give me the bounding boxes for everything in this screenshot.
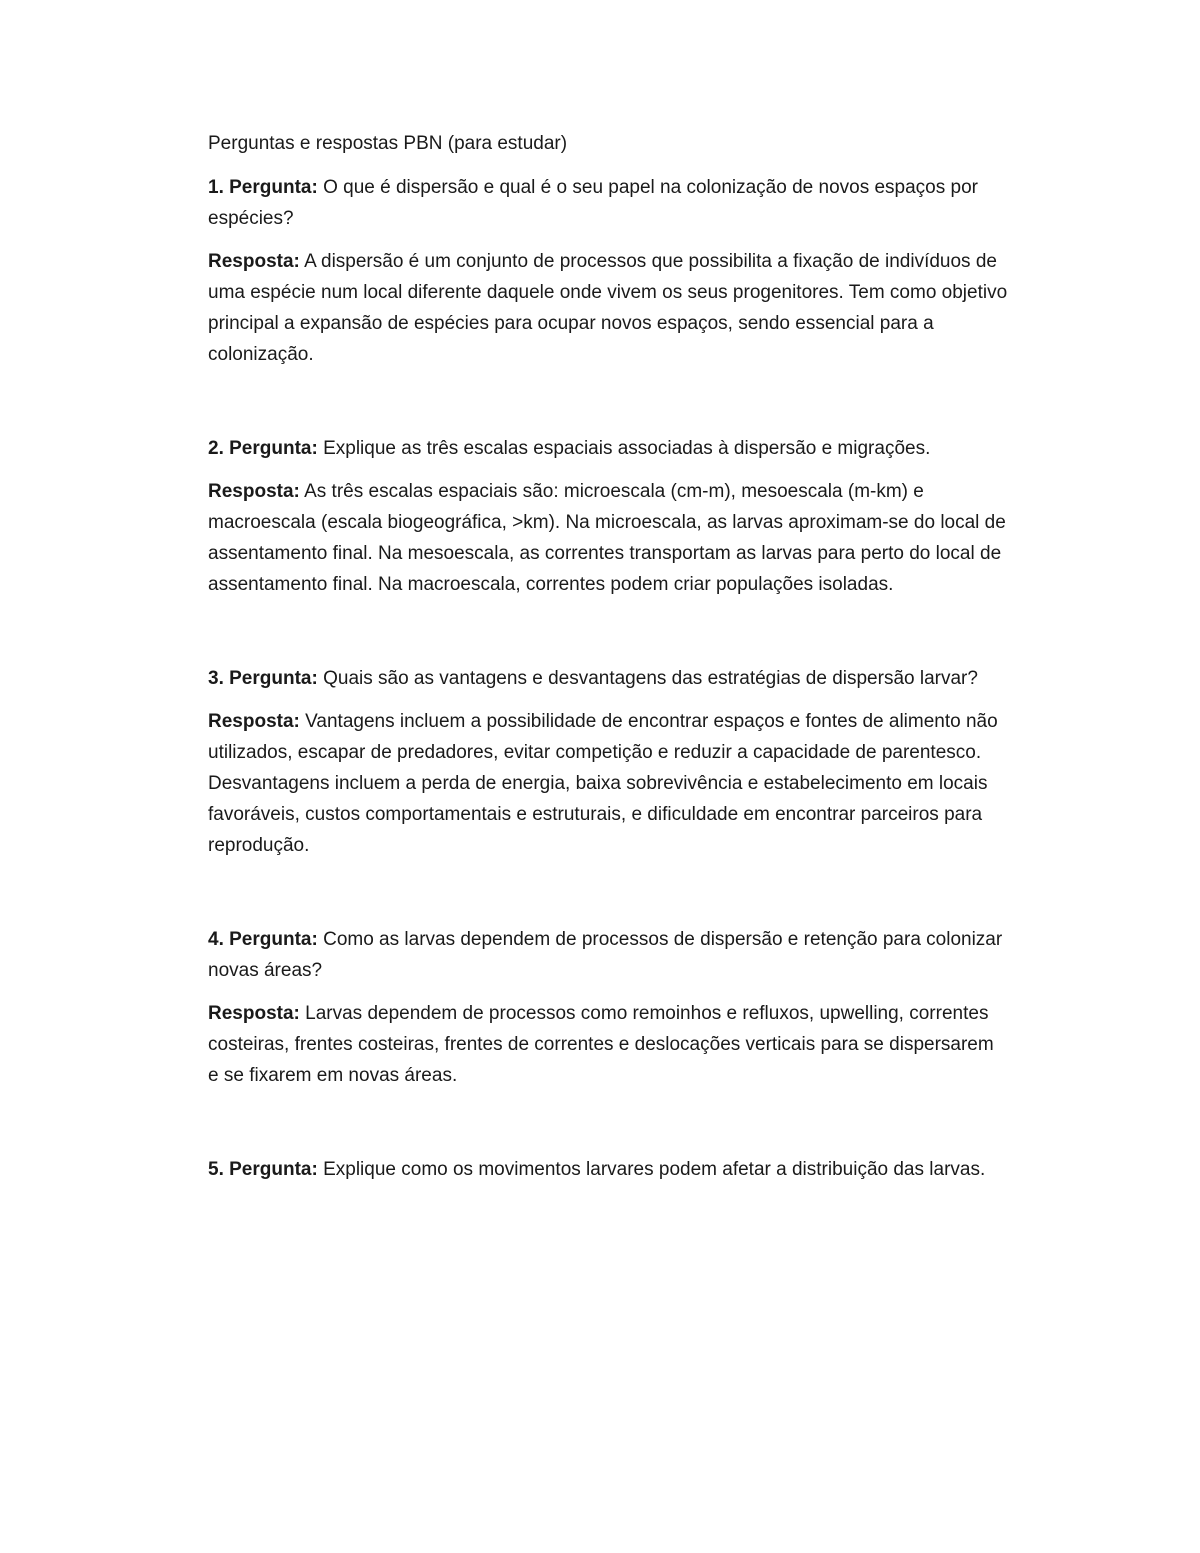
spacer — [208, 1091, 1008, 1154]
document-title: Perguntas e respostas PBN (para estudar) — [208, 133, 568, 154]
qa-item-2 — [208, 433, 1008, 600]
qa-item-5 — [208, 1154, 1008, 1185]
answer-text: Larvas dependem de processos como remoinhos e refluxos, upwelling, correntes costeiras, frentes costeiras, frentes de correntes e deslocações verticais para se dispersarem e se fixarem em novas áreas. — [208, 1003, 994, 1086]
answer-label: Resposta: — [208, 1003, 300, 1024]
question-text: Como as larvas dependem de processos de dispersão e retenção para colonizar novas áreas? — [208, 929, 1003, 981]
answer-label: Resposta: — [208, 481, 300, 502]
qa-item-1 — [208, 172, 1008, 370]
question-4 — [208, 924, 1008, 986]
question-text: Explique como os movimentos larvares podem afetar a distribuição das larvas. — [323, 1159, 986, 1180]
spacer — [208, 861, 1008, 924]
answer-3 — [208, 706, 1008, 861]
answer-label: Resposta: — [208, 711, 300, 732]
spacer — [208, 370, 1008, 433]
question-2 — [208, 433, 1008, 464]
question-text: Quais são as vantagens e desvantagens das estratégias de dispersão larvar? — [323, 668, 978, 689]
answer-1 — [208, 246, 1008, 370]
question-label: 5. Pergunta: — [208, 1159, 318, 1180]
answer-text: A dispersão é um conjunto de processos que possibilita a fixação de indivíduos de uma espécie num local diferente daquele onde vivem os seus progenitores. Tem como objetivo principal a expansão de espécies para ocupar novos espaços, sendo essencial para a colonização. — [208, 251, 1008, 365]
question-text: O que é dispersão e qual é o seu papel na colonização de novos espaços por espécies? — [208, 177, 978, 229]
answer-label: Resposta: — [208, 251, 300, 272]
qa-item-4 — [208, 924, 1008, 1091]
answer-4 — [208, 998, 1008, 1091]
question-label: 2. Pergunta: — [208, 438, 318, 459]
document-page — [208, 128, 1008, 1185]
qa-item-3 — [208, 663, 1008, 861]
question-3 — [208, 663, 1008, 694]
answer-text: Vantagens incluem a possibilidade de encontrar espaços e fontes de alimento não utilizados, escapar de predadores, evitar competição e reduzir a capacidade de parentesco. Desvantagens incluem a perda de energia, baixa sobrevivência e estabelecimento em locais favoráveis, custos comportamentais e estruturais, e dificuldade em encontrar parceiros para reprodução. — [208, 711, 998, 856]
question-5 — [208, 1154, 1008, 1185]
spacer — [208, 600, 1008, 663]
question-label: 3. Pergunta: — [208, 668, 318, 689]
answer-text: As três escalas espaciais são: microescala (cm-m), mesoescala (m-km) e macroescala (escala biogeográfica, >km). Na microescala, as larvas aproximam-se do local de assentamento final. Na mesoescala, as correntes transportam as larvas para perto do local de assentamento final. Na macroescala, correntes podem criar populações isoladas. — [208, 481, 1006, 595]
question-1 — [208, 172, 1008, 234]
answer-2 — [208, 476, 1008, 600]
question-label: 1. Pergunta: — [208, 177, 318, 198]
question-label: 4. Pergunta: — [208, 929, 318, 950]
question-text: Explique as três escalas espaciais associadas à dispersão e migrações. — [323, 438, 931, 459]
